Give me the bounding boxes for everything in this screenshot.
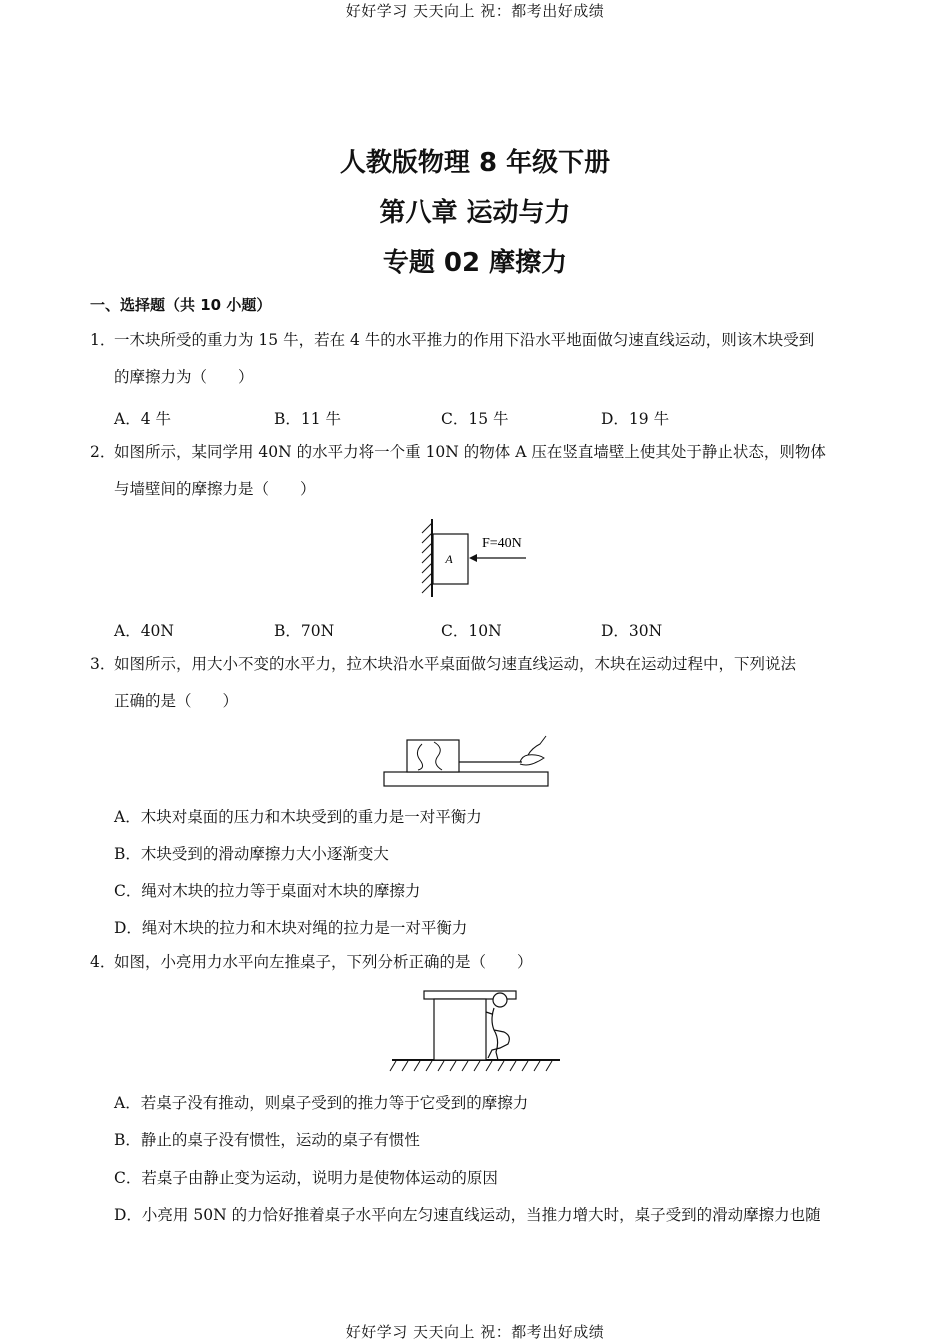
q2-option-c: C．10N: [441, 622, 502, 640]
question-number: 1．: [90, 331, 116, 349]
question-text: 如图所示，某同学用 40N 的水平力将一个重 10N 的物体 A 压在竖直墙壁上使其处于静止状态，则物体: [114, 443, 826, 461]
q1-option-a: A．4 牛: [114, 410, 171, 428]
title-textbook: 人教版物理 8 年级下册: [339, 148, 611, 178]
question-number: 4．: [90, 953, 116, 971]
title-chapter: 第八章 运动与力: [379, 198, 571, 228]
q4-option-b: B．静止的桌子没有惯性，运动的桌子有惯性: [114, 1131, 420, 1149]
q4-option-d: D．小亮用 50N 的力恰好推着桌子水平向左匀速直线运动，当推力增大时，桌子受到的滑动摩擦力也随: [114, 1206, 821, 1224]
question-text: 如图，小亮用力水平向左推桌子，下列分析正确的是（ ）: [114, 953, 533, 971]
ground-hatching: [390, 1061, 552, 1071]
q1-option-d: D．19 牛: [601, 410, 670, 428]
figure-table-block: [382, 730, 552, 790]
q3-option-d: D．绳对木块的拉力和木块对绳的拉力是一对平衡力: [114, 919, 468, 937]
q2-option-b: B．70N: [274, 622, 335, 640]
wall-hatching: [422, 523, 432, 593]
question-text: 一木块所受的重力为 15 牛，若在 4 牛的水平推力的作用下沿水平地面做匀速直线运动，则该木块受到: [114, 331, 815, 349]
block-label: A: [445, 552, 453, 566]
question-text-cont: 正确的是（ ）: [114, 692, 239, 710]
question-text-cont: 与墙壁间的摩擦力是（ ）: [114, 480, 316, 498]
person-body: [486, 1008, 509, 1060]
wood-block: [407, 740, 459, 772]
figure-push-table: [388, 986, 564, 1074]
title-topic: 专题 02 摩擦力: [382, 248, 568, 278]
q4-option-c: C．若桌子由静止变为运动，说明力是使物体运动的原因: [114, 1169, 498, 1187]
q3-option-b: B．木块受到的滑动摩擦力大小逐渐变大: [114, 845, 389, 863]
question-1: [90, 322, 865, 396]
force-label: F=40N: [482, 536, 522, 551]
question-3: [90, 646, 865, 720]
section-heading: 一、选择题（共 10 小题）: [90, 296, 272, 314]
q1-option-b: B．11 牛: [274, 410, 342, 428]
q3-option-c: C．绳对木块的拉力等于桌面对木块的摩擦力: [114, 882, 421, 900]
hand-icon: [520, 736, 546, 765]
question-number: 3．: [90, 655, 116, 673]
arrow-head: [469, 554, 477, 562]
table-top: [384, 772, 548, 786]
q3-option-a: A．木块对桌面的压力和木块受到的重力是一对平衡力: [114, 808, 482, 826]
q4-option-a: A．若桌子没有推动，则桌子受到的推力等于它受到的摩擦力: [114, 1094, 529, 1112]
person-head: [493, 993, 507, 1007]
page-footer: 好好学习 天天向上 祝：都考出好成绩: [345, 1323, 605, 1341]
question-4: [90, 944, 865, 981]
q2-option-d: D．30N: [601, 622, 663, 640]
question-2: [90, 434, 865, 508]
figure-wall-block: [412, 517, 542, 599]
table-body: [434, 999, 486, 1060]
q1-option-c: C．15 牛: [441, 410, 509, 428]
page-header: 好好学习 天天向上 祝：都考出好成绩: [345, 2, 605, 20]
question-number: 2．: [90, 443, 116, 461]
question-text-cont: 的摩擦力为（ ）: [114, 368, 254, 386]
q2-option-a: A．40N: [114, 622, 174, 640]
question-text: 如图所示，用大小不变的水平力，拉木块沿水平桌面做匀速直线运动，木块在运动过程中，下列说法: [114, 655, 797, 673]
